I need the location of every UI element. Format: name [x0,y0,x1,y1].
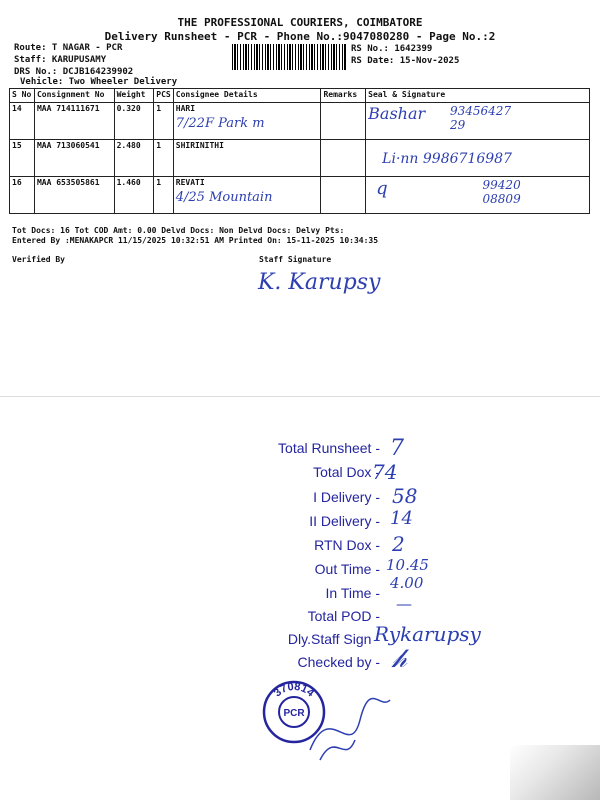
cell-consignee [173,103,321,140]
cell-consignment: MAA 714111671 [34,103,114,140]
cell-remarks [321,140,366,177]
stamp-label-total-dox: Total Dox - [313,464,380,480]
stamp-label-ii-delivery: II Delivery - [309,513,380,529]
cell-weight: 2.480 [114,140,154,177]
staff-signature: K. Karupsy [258,270,381,295]
stamp-label-in-time: In Time - [325,585,380,601]
col-remarks: Remarks [321,89,366,103]
corner-shadow [510,745,600,800]
cell-weight: 0.320 [114,103,154,140]
vehicle-label: Vehicle: Two Wheeler Delivery [20,77,178,87]
handwritten-rtn-dox: 2 [392,532,405,556]
cell-remarks [321,177,366,214]
company-title: THE PROFESSIONAL COURIERS, COIMBATORE [177,16,423,29]
cell-consignee [173,177,321,214]
consignee-name: REVATI [175,178,205,187]
cell-pcs: 1 [154,177,173,214]
receiver-signature: Li·nn 9986716987 [382,151,512,167]
table-header-row [10,89,590,103]
cell-sno: 14 [10,103,35,140]
col-sno: S No [10,89,35,103]
seal-text: PCR [283,708,305,719]
receiver-phone: 99420 08809 [482,178,521,206]
entered-printed-line: Entered By :MENAKAPCR 11/15/2025 10:32:51 AM Printed On: 15-11-2025 10:34:35 [12,236,379,245]
rs-date: RS Date: 15-Nov-2025 [351,56,460,66]
rs-number: RS No.: 1642399 [351,44,433,54]
handwritten-total-runsheet: 7 [390,436,404,461]
verified-by-label: Verified By [12,255,65,264]
cell-signature [366,103,590,140]
handwritten-i-delivery: 58 [392,484,418,508]
handwritten-staff-sign: Rykarupsy [374,622,481,646]
handwritten-out-time: 10.45 [386,556,429,574]
staff-signature-label: Staff Signature [259,255,332,264]
cell-remarks [321,103,366,140]
handwritten-address: 7/22F Park m [175,116,265,131]
runsheet-subtitle: Delivery Runsheet - PCR - Phone No.:9047080280 - Page No.:2 [104,30,496,43]
receiver-signature: Bashar [368,104,426,123]
handwritten-address: 4/25 Mountain [175,190,273,205]
col-pcs: PCS [154,89,173,103]
cell-pcs: 1 [154,140,173,177]
handwritten-ii-delivery: 14 [390,508,413,529]
stamp-label-i-delivery: I Delivery - [313,489,380,505]
cell-consignee [173,140,321,177]
handwritten-total-pod: — [396,594,412,613]
stamp-label-out-time: Out Time - [314,561,380,577]
receiver-phone: 93456427 29 [450,104,512,132]
stamp-label-staff-sign: Dly.Staff Sign - [287,631,380,647]
col-weight: Weight [114,89,154,103]
barcode [232,44,346,70]
col-consignee: Consignee Details [173,89,321,103]
cell-pcs: 1 [154,103,173,140]
drs-label: DRS No.: DCJB164239902 [14,67,134,77]
table-row [10,177,590,214]
handwritten-total-dox: 74 [372,460,398,484]
seal-scribble [300,690,400,770]
cell-consignment: MAA 713060541 [34,140,114,177]
seal-number: 370814 [271,680,317,700]
page-fold-divider [0,396,600,397]
receiver-signature: q [376,178,388,199]
cell-sno: 16 [10,177,35,214]
consignee-name: HARI [175,104,196,113]
cell-weight: 1.460 [114,177,154,214]
stamp-label-rtn-dox: RTN Dox - [314,537,380,553]
cell-signature [366,140,590,177]
cell-consignment: MAA 653505861 [34,177,114,214]
stamp-label-total-pod: Total POD - [307,608,380,624]
table-row [10,103,590,140]
handwritten-in-time: 4.00 [390,574,424,592]
consignment-table [9,88,590,214]
col-seal-signature: Seal & Signature [366,89,590,103]
route-label: Route: T NAGAR - PCR [14,43,123,53]
totals-line: Tot Docs: 16 Tot COD Amt: 0.00 Delvd Docs: Non Delvd Docs: Delvy Pts: [12,226,345,235]
table-row [10,140,590,177]
col-consignment: Consignment No [34,89,114,103]
stamp-label-checked-by: Checked by - [297,654,380,670]
cell-signature [366,177,590,214]
cell-sno: 15 [10,140,35,177]
handwritten-checked-by: 𝒽 [392,644,407,674]
staff-label: Staff: KARUPUSAMY [14,55,107,65]
consignee-name: SHIRINITHI [175,141,224,150]
stamp-label-total-runsheet: Total Runsheet - [278,440,380,456]
